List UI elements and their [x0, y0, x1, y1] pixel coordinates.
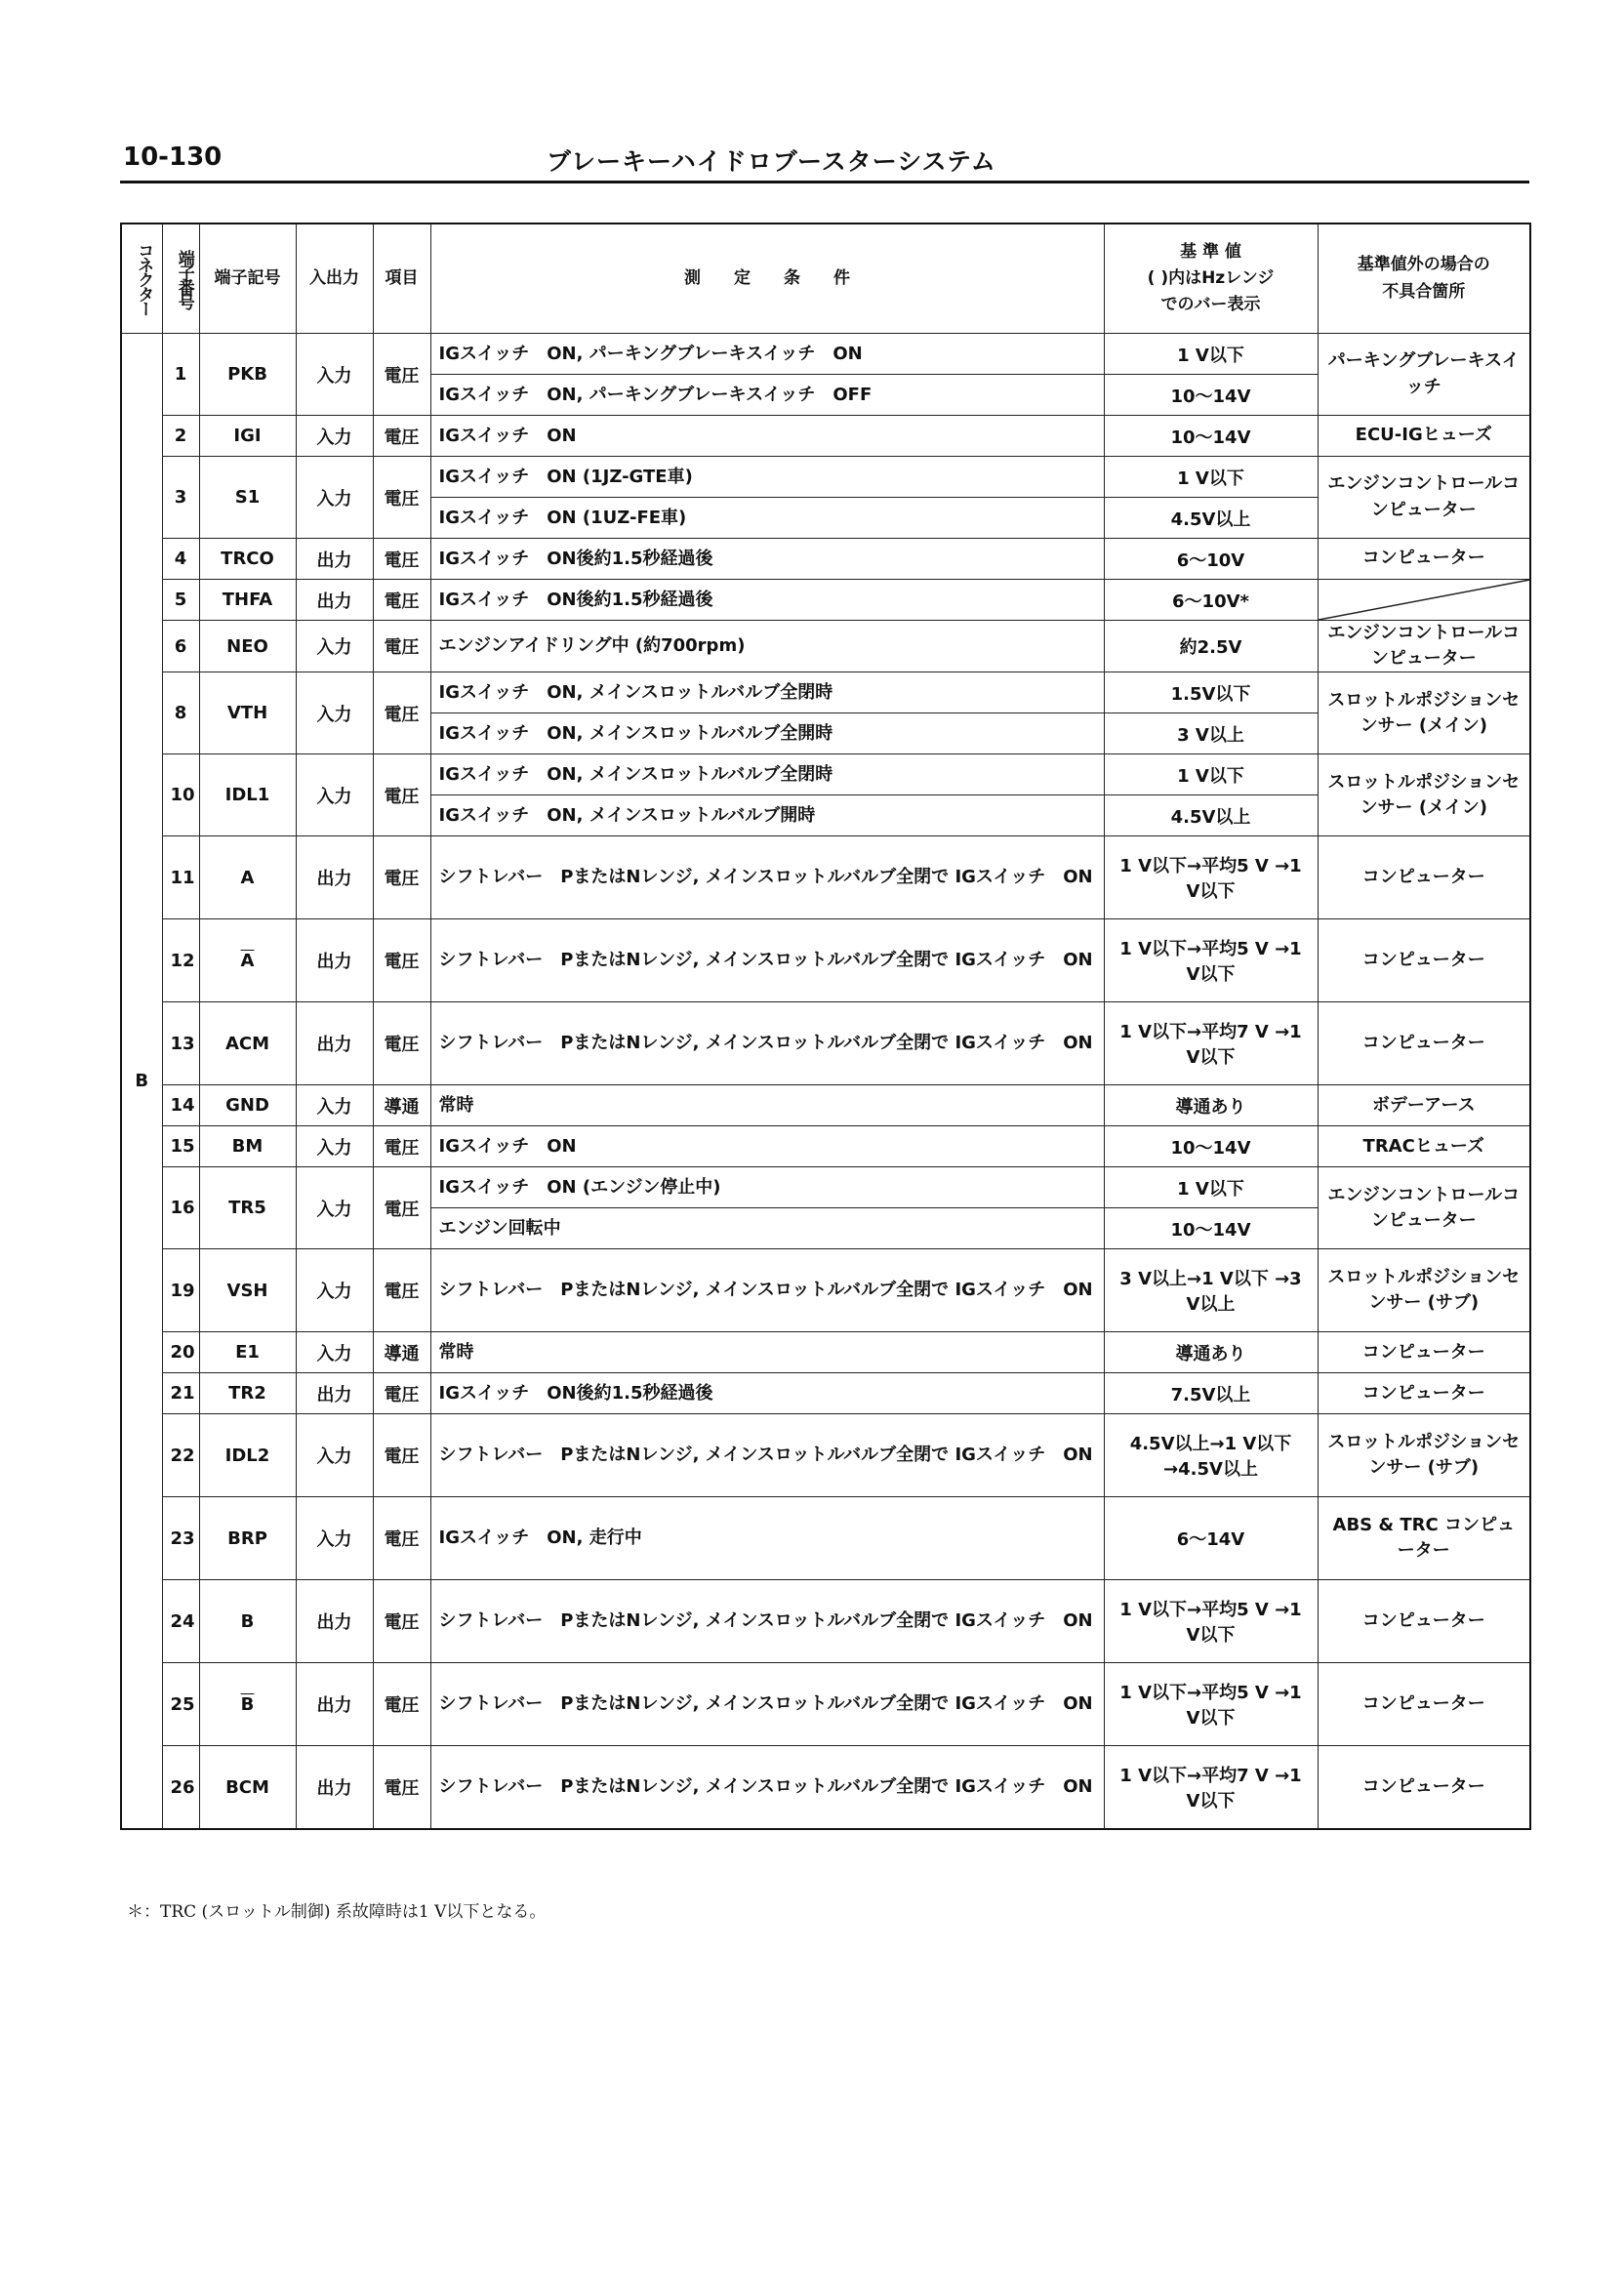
table-row	[121, 1663, 1530, 1746]
standard-value: 1 V以下	[1104, 1167, 1318, 1208]
io-direction: 入力	[296, 1497, 373, 1580]
io-direction: 出力	[296, 580, 373, 621]
standard-value: 3 V以上→1 V以下 →3 V以上	[1104, 1249, 1318, 1332]
terminal-no: 4	[162, 539, 199, 580]
measure-condition: IGスイッチ ON, 走行中	[430, 1497, 1104, 1580]
standard-value: 1 V以下	[1104, 457, 1318, 498]
terminal-symbol: BCM	[199, 1746, 296, 1830]
measure-item: 電圧	[373, 1373, 430, 1414]
fault-location: コンピューター	[1318, 539, 1530, 580]
measure-condition: シフトレバー PまたはNレンジ, メインスロットルバルブ全閉で IGスイッチ ON	[430, 836, 1104, 919]
standard-value: 1.5V以下	[1104, 672, 1318, 713]
table-row	[121, 580, 1530, 621]
io-direction: 出力	[296, 539, 373, 580]
terminal-no: 24	[162, 1580, 199, 1663]
terminal-no: 19	[162, 1249, 199, 1332]
measure-item: 電圧	[373, 1663, 430, 1746]
terminal-symbol: IDL2	[199, 1414, 296, 1497]
measure-condition: シフトレバー PまたはNレンジ, メインスロットルバルブ全閉で IGスイッチ ON	[430, 919, 1104, 1002]
io-direction: 入力	[296, 672, 373, 754]
measure-condition: エンジンアイドリング中 (約700rpm)	[430, 621, 1104, 672]
table-row	[121, 1002, 1530, 1085]
table-row	[121, 1249, 1530, 1332]
fault-location: TRACヒューズ	[1318, 1126, 1530, 1167]
measure-item: 電圧	[373, 580, 430, 621]
measure-condition: IGスイッチ ON, メインスロットルバルブ全閉時	[430, 754, 1104, 795]
terminal-symbol: IDL1	[199, 754, 296, 836]
table-row	[121, 836, 1530, 919]
measure-item: 導通	[373, 1332, 430, 1373]
terminal-symbol: TR5	[199, 1167, 296, 1249]
terminal-inspection-table	[120, 223, 1531, 1830]
measure-condition: IGスイッチ ON (1UZ-FE車)	[430, 498, 1104, 539]
standard-value: 3 V以上	[1104, 713, 1318, 754]
col-connector: コネクター	[121, 224, 162, 334]
terminal-no: 6	[162, 621, 199, 672]
fault-location: コンピューター	[1318, 1663, 1530, 1746]
fault-location: スロットルポジションセンサー (メイン)	[1318, 754, 1530, 836]
measure-item: 導通	[373, 1085, 430, 1126]
table-row	[121, 919, 1530, 1002]
table-row	[121, 1373, 1530, 1414]
standard-value: 10〜14V	[1104, 1208, 1318, 1249]
standard-value: 4.5V以上	[1104, 795, 1318, 836]
table-row	[121, 1414, 1530, 1497]
standard-value: 約2.5V	[1104, 621, 1318, 672]
terminal-no: 26	[162, 1746, 199, 1830]
terminal-symbol: BRP	[199, 1497, 296, 1580]
standard-value: 導通あり	[1104, 1332, 1318, 1373]
standard-value: 1 V以下→平均7 V →1 V以下	[1104, 1002, 1318, 1085]
measure-item: 電圧	[373, 1002, 430, 1085]
io-direction: 出力	[296, 919, 373, 1002]
io-direction: 入力	[296, 1332, 373, 1373]
col-item: 項目	[373, 224, 430, 334]
terminal-symbol: TRCO	[199, 539, 296, 580]
io-direction: 入力	[296, 1249, 373, 1332]
terminal-symbol: $\overline{A}$	[199, 919, 296, 1002]
table-row	[121, 1126, 1530, 1167]
measure-item: 電圧	[373, 1580, 430, 1663]
fault-location: スロットルポジションセンサー (メイン)	[1318, 672, 1530, 754]
fault-location: コンピューター	[1318, 1746, 1530, 1830]
io-direction: 出力	[296, 1002, 373, 1085]
measure-item: 電圧	[373, 1746, 430, 1830]
measure-item: 電圧	[373, 621, 430, 672]
table-row	[121, 539, 1530, 580]
measure-item: 電圧	[373, 457, 430, 539]
terminal-symbol: B	[199, 1580, 296, 1663]
io-direction: 入力	[296, 1167, 373, 1249]
standard-value: 10〜14V	[1104, 416, 1318, 457]
measure-condition: シフトレバー PまたはNレンジ, メインスロットルバルブ全閉で IGスイッチ ON	[430, 1746, 1104, 1830]
table-row	[121, 621, 1530, 672]
terminal-no: 11	[162, 836, 199, 919]
measure-item: 電圧	[373, 672, 430, 754]
fault-location: ECU-IGヒューズ	[1318, 416, 1530, 457]
fault-location: コンピューター	[1318, 1580, 1530, 1663]
standard-value: 7.5V以上	[1104, 1373, 1318, 1414]
standard-value: 6〜14V	[1104, 1497, 1318, 1580]
standard-value: 1 V以下→平均7 V →1 V以下	[1104, 1746, 1318, 1830]
col-fault: 基準値外の場合の 不具合箇所	[1318, 224, 1530, 334]
measure-condition: 常時	[430, 1332, 1104, 1373]
io-direction: 出力	[296, 1746, 373, 1830]
terminal-symbol: S1	[199, 457, 296, 539]
fault-location: コンピューター	[1318, 836, 1530, 919]
table-row	[121, 1580, 1530, 1663]
measure-item: 電圧	[373, 836, 430, 919]
measure-condition: IGスイッチ ON, メインスロットルバルブ全開時	[430, 713, 1104, 754]
table-row	[121, 672, 1530, 713]
measure-condition: シフトレバー PまたはNレンジ, メインスロットルバルブ全閉で IGスイッチ ON	[430, 1663, 1104, 1746]
terminal-symbol: PKB	[199, 334, 296, 416]
terminal-symbol: VTH	[199, 672, 296, 754]
terminal-no: 10	[162, 754, 199, 836]
fault-location: ABS & TRC コンピューター	[1318, 1497, 1530, 1580]
standard-value: 1 V以下→平均5 V →1 V以下	[1104, 1580, 1318, 1663]
measure-condition: IGスイッチ ON後約1.5秒経過後	[430, 580, 1104, 621]
measure-condition: IGスイッチ ON, パーキングブレーキスイッチ ON	[430, 334, 1104, 375]
standard-value: 4.5V以上	[1104, 498, 1318, 539]
io-direction: 入力	[296, 457, 373, 539]
standard-value: 1 V以下→平均5 V →1 V以下	[1104, 836, 1318, 919]
terminal-no: 25	[162, 1663, 199, 1746]
table-row	[121, 1746, 1530, 1830]
io-direction: 入力	[296, 334, 373, 416]
io-direction: 入力	[296, 416, 373, 457]
standard-value: 導通あり	[1104, 1085, 1318, 1126]
terminal-no: 8	[162, 672, 199, 754]
measure-item: 電圧	[373, 1249, 430, 1332]
table-row	[121, 1085, 1530, 1126]
measure-condition: シフトレバー PまたはNレンジ, メインスロットルバルブ全閉で IGスイッチ ON	[430, 1249, 1104, 1332]
terminal-no: 22	[162, 1414, 199, 1497]
fault-location: パーキングブレーキスイッチ	[1318, 334, 1530, 416]
fault-location: エンジンコントロールコンピューター	[1318, 621, 1530, 672]
footnote: ＊：TRC (スロットル制御) 系故障時は1 V以下となる。	[127, 1902, 547, 1922]
connector-cell: B	[121, 334, 162, 1830]
table-row	[121, 416, 1530, 457]
standard-value: 1 V以下	[1104, 754, 1318, 795]
terminal-no: 3	[162, 457, 199, 539]
terminal-symbol: GND	[199, 1085, 296, 1126]
diagonal-line	[1319, 580, 1530, 620]
terminal-no: 23	[162, 1497, 199, 1580]
measure-condition: IGスイッチ ON, メインスロットルバルブ開時	[430, 795, 1104, 836]
measure-condition: IGスイッチ ON後約1.5秒経過後	[430, 1373, 1104, 1414]
terminal-symbol: THFA	[199, 580, 296, 621]
measure-item: 電圧	[373, 539, 430, 580]
fault-location: スロットルポジションセンサー (サブ)	[1318, 1249, 1530, 1332]
terminal-no: 1	[162, 334, 199, 416]
standard-value: 10〜14V	[1104, 375, 1318, 416]
fault-location: ボデーアース	[1318, 1085, 1530, 1126]
measure-condition: シフトレバー PまたはNレンジ, メインスロットルバルブ全閉で IGスイッチ ON	[430, 1580, 1104, 1663]
measure-item: 電圧	[373, 754, 430, 836]
fault-location: コンピューター	[1318, 1002, 1530, 1085]
standard-value: 1 V以下→平均5 V →1 V以下	[1104, 919, 1318, 1002]
standard-value: 1 V以下→平均5 V →1 V以下	[1104, 1663, 1318, 1746]
col-terminal-no: 端子番号	[162, 224, 199, 334]
terminal-no: 5	[162, 580, 199, 621]
measure-condition: IGスイッチ ON, パーキングブレーキスイッチ OFF	[430, 375, 1104, 416]
measure-item: 電圧	[373, 334, 430, 416]
standard-value: 10〜14V	[1104, 1126, 1318, 1167]
io-direction: 出力	[296, 1663, 373, 1746]
fault-location: エンジンコントロールコンピューター	[1318, 1167, 1530, 1249]
terminal-no: 13	[162, 1002, 199, 1085]
standard-value: 6〜10V	[1104, 539, 1318, 580]
terminal-symbol: $\overline{B}$	[199, 1663, 296, 1746]
terminal-symbol: ACM	[199, 1002, 296, 1085]
table-row	[121, 754, 1530, 795]
measure-item: 電圧	[373, 919, 430, 1002]
fault-location: コンピューター	[1318, 1373, 1530, 1414]
measure-condition: IGスイッチ ON, メインスロットルバルブ全閉時	[430, 672, 1104, 713]
standard-value: 6〜10V*	[1104, 580, 1318, 621]
io-direction: 入力	[296, 1414, 373, 1497]
measure-condition: IGスイッチ ON (エンジン停止中)	[430, 1167, 1104, 1208]
terminal-no: 21	[162, 1373, 199, 1414]
terminal-symbol: VSH	[199, 1249, 296, 1332]
io-direction: 入力	[296, 621, 373, 672]
measure-condition: シフトレバー PまたはNレンジ, メインスロットルバルブ全閉で IGスイッチ ON	[430, 1002, 1104, 1085]
table-body	[121, 334, 1530, 1830]
page-number: 10-130	[123, 142, 223, 172]
fault-location: スロットルポジションセンサー (サブ)	[1318, 1414, 1530, 1497]
fault-location-na	[1318, 580, 1530, 621]
measure-condition: シフトレバー PまたはNレンジ, メインスロットルバルブ全閉で IGスイッチ ON	[430, 1414, 1104, 1497]
measure-item: 電圧	[373, 1167, 430, 1249]
fault-location: コンピューター	[1318, 1332, 1530, 1373]
table-row	[121, 1167, 1530, 1208]
io-direction: 出力	[296, 1373, 373, 1414]
measure-condition: IGスイッチ ON	[430, 1126, 1104, 1167]
measure-item: 電圧	[373, 1126, 430, 1167]
measure-condition: IGスイッチ ON後約1.5秒経過後	[430, 539, 1104, 580]
terminal-no: 2	[162, 416, 199, 457]
io-direction: 入力	[296, 1126, 373, 1167]
col-io: 入出力	[296, 224, 373, 334]
terminal-no: 16	[162, 1167, 199, 1249]
measure-condition: IGスイッチ ON	[430, 416, 1104, 457]
fault-location: コンピューター	[1318, 919, 1530, 1002]
standard-value: 4.5V以上→1 V以下 →4.5V以上	[1104, 1414, 1318, 1497]
measure-item: 電圧	[373, 1414, 430, 1497]
table-row	[121, 334, 1530, 375]
terminal-no: 15	[162, 1126, 199, 1167]
terminal-symbol: NEO	[199, 621, 296, 672]
col-standard: 基 準 値 ( )内はHzレンジ でのバー表示	[1104, 224, 1318, 334]
measure-item: 電圧	[373, 1497, 430, 1580]
col-condition: 測 定 条 件	[430, 224, 1104, 334]
col-terminal-symbol: 端子記号	[199, 224, 296, 334]
table-header-row	[121, 224, 1530, 334]
terminal-symbol: IGI	[199, 416, 296, 457]
io-direction: 出力	[296, 1580, 373, 1663]
terminal-no: 12	[162, 919, 199, 1002]
standard-value: 1 V以下	[1104, 334, 1318, 375]
io-direction: 入力	[296, 1085, 373, 1126]
terminal-symbol: A	[199, 836, 296, 919]
terminal-no: 14	[162, 1085, 199, 1126]
table-row	[121, 457, 1530, 498]
terminal-symbol: BM	[199, 1126, 296, 1167]
io-direction: 出力	[296, 836, 373, 919]
table-row	[121, 1332, 1530, 1373]
table-row	[121, 1497, 1530, 1580]
measure-condition: エンジン回転中	[430, 1208, 1104, 1249]
page-title: ブレーキーハイドロブースターシステム	[547, 147, 996, 176]
header-rule	[120, 181, 1529, 183]
terminal-symbol: E1	[199, 1332, 296, 1373]
measure-condition: 常時	[430, 1085, 1104, 1126]
measure-item: 電圧	[373, 416, 430, 457]
terminal-symbol: TR2	[199, 1373, 296, 1414]
io-direction: 入力	[296, 754, 373, 836]
terminal-no: 20	[162, 1332, 199, 1373]
fault-location: エンジンコントロールコンピューター	[1318, 457, 1530, 539]
measure-condition: IGスイッチ ON (1JZ-GTE車)	[430, 457, 1104, 498]
